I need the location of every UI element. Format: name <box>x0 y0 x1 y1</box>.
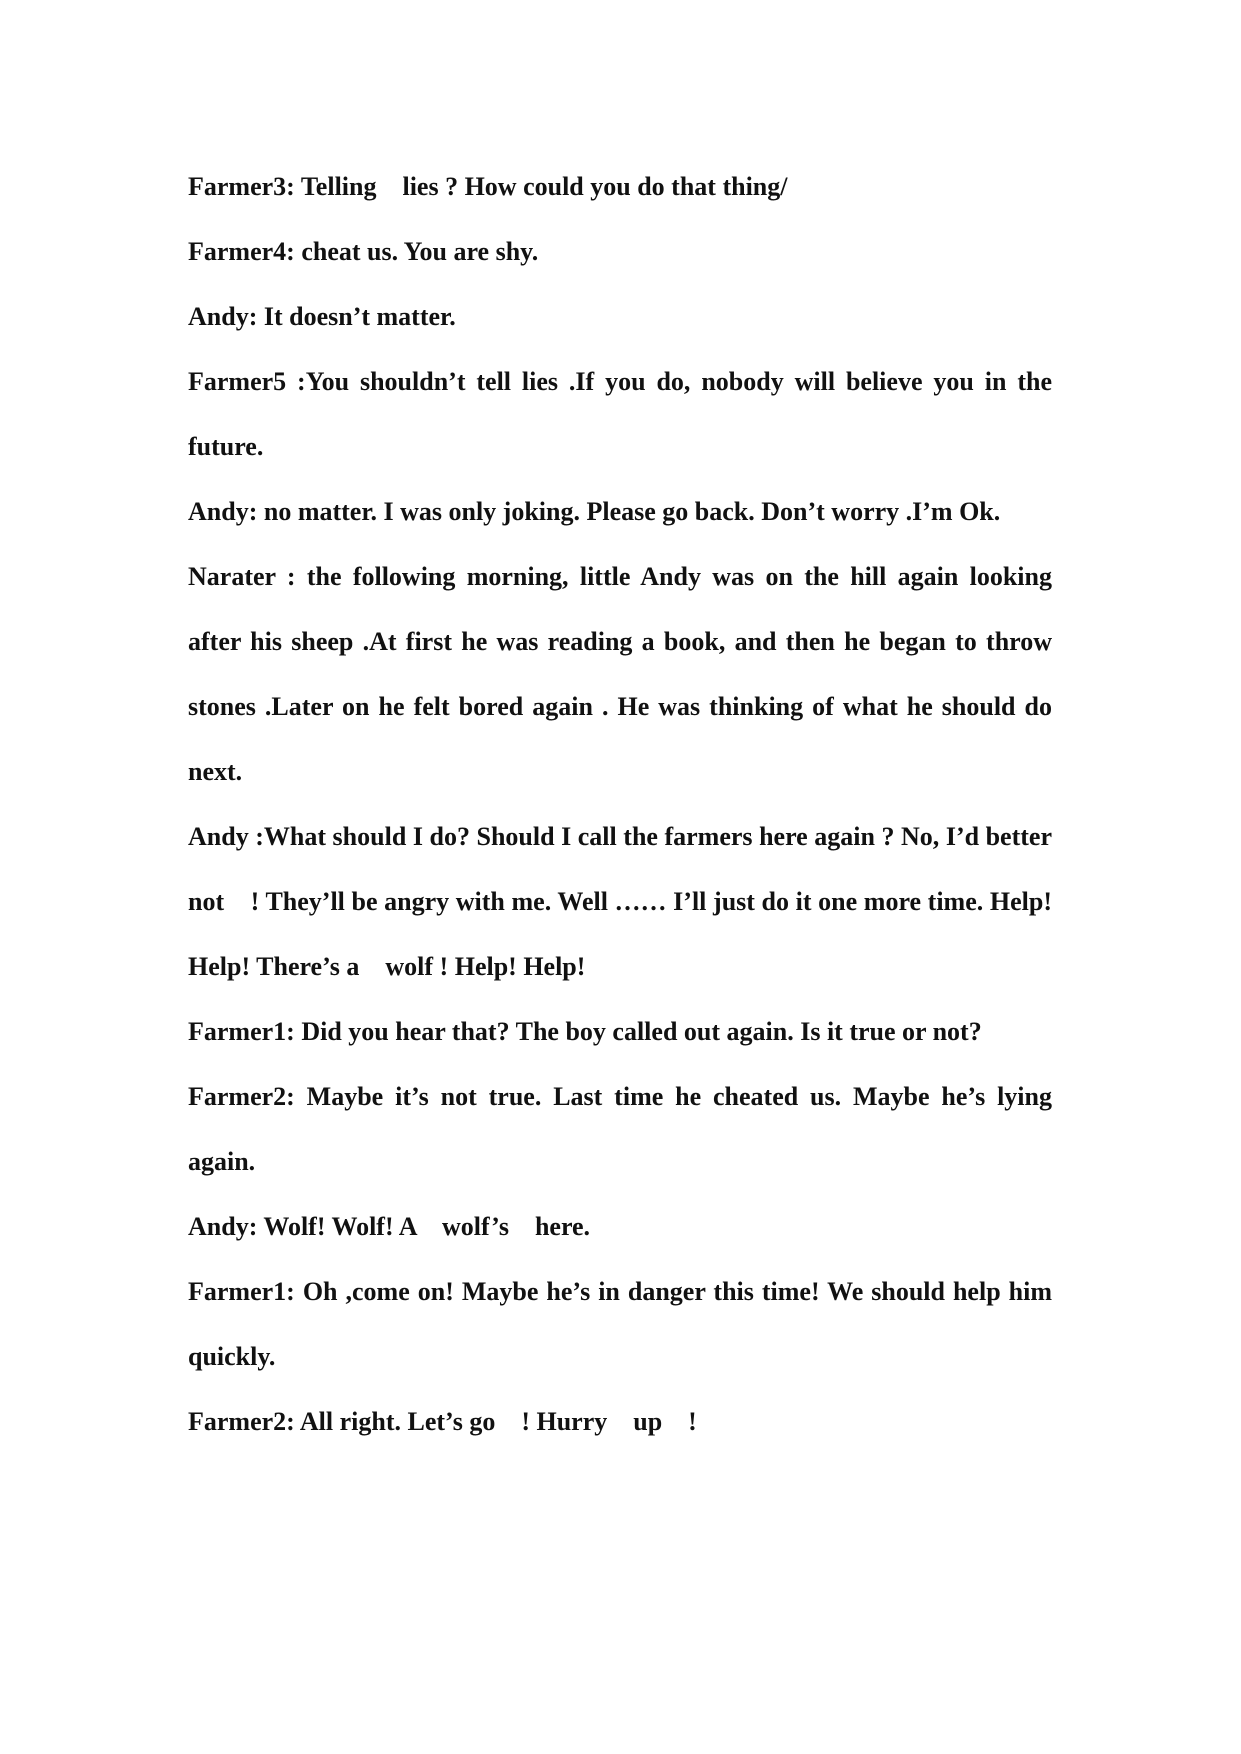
script-line-farmer2: Farmer2: Maybe it’s not true. Last time he cheated us. Maybe he’s lying again. <box>188 1082 1059 1176</box>
script-line-narrator: Narater : the following morning, little Andy was on the hill again looking after his sheep .At first he was reading a book, and then he began to throw stones .Later on he felt bored again . He was thinking of what he should do next. <box>188 562 1059 786</box>
script-line-andy: Andy: Wolf! Wolf! A wolf’s here. <box>188 1212 591 1241</box>
script-line-farmer3: Farmer3: Telling lies ? How could you do that thing/ <box>188 172 788 201</box>
script-line-farmer4: Farmer4: cheat us. You are shy. <box>188 237 539 266</box>
script-line-farmer5: Farmer5 :You shouldn’t tell lies .If you do, nobody will believe you in the future. <box>188 367 1059 461</box>
script-line-farmer2: Farmer2: All right. Let’s go ! Hurry up ! <box>188 1407 697 1436</box>
script-text <box>188 154 1059 1454</box>
script-line-farmer1: Farmer1: Did you hear that? The boy called out again. Is it true or not? <box>188 1017 982 1046</box>
script-line-farmer1: Farmer1: Oh ,come on! Maybe he’s in danger this time! We should help him quickly. <box>188 1277 1059 1371</box>
script-line-andy: Andy: no matter. I was only joking. Please go back. Don’t worry .I’m Ok. <box>188 497 1001 526</box>
script-line-andy: Andy :What should I do? Should I call the farmers here again ? No, I’d better not ! They’ll be angry with me. Well …… I’ll just do it one more time. Help! Help! There’s a wolf ! Help! Help! <box>188 822 1059 981</box>
script-line-andy: Andy: It doesn’t matter. <box>188 302 456 331</box>
